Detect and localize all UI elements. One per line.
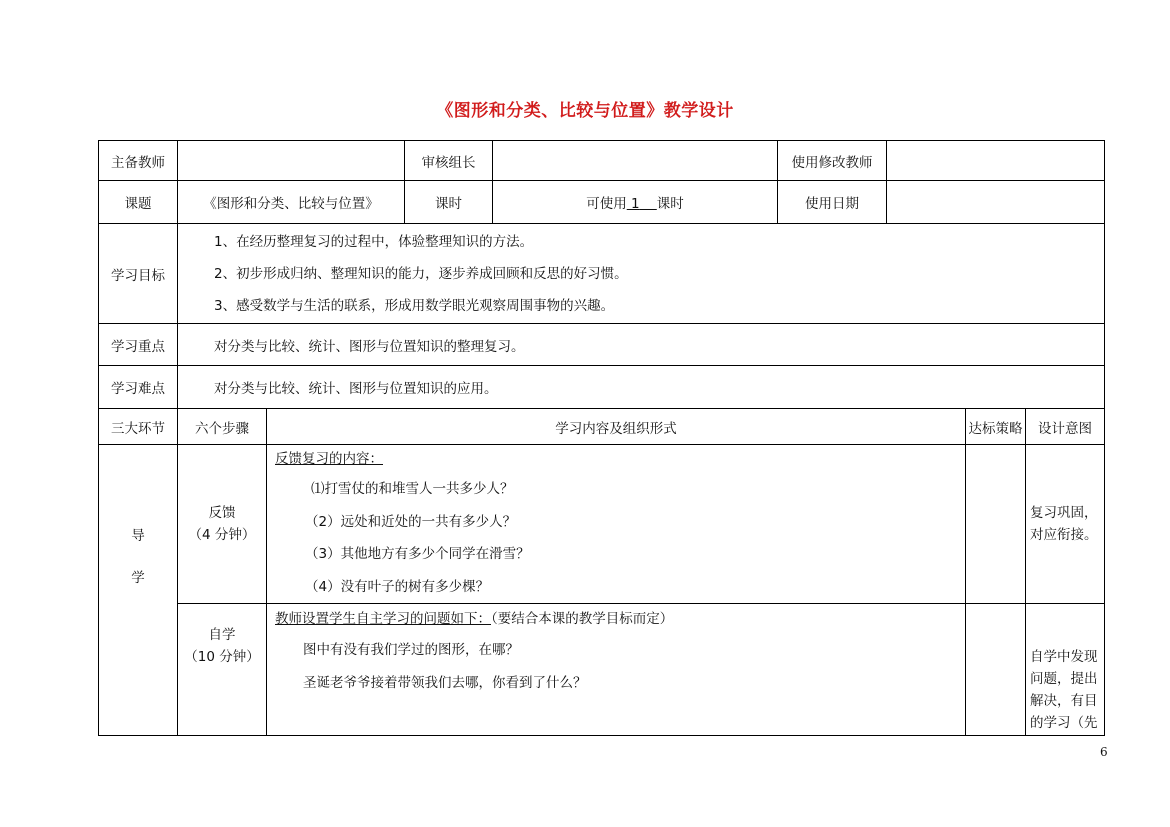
feedback-question: （2）远处和近处的一共有多少人？ <box>305 513 517 530</box>
topic-row <box>99 181 1105 224</box>
self-study-content <box>267 604 966 736</box>
col-step-header: 六个步骤 <box>178 409 267 445</box>
modifier-label: 使用修改教师 <box>778 141 887 181</box>
period-label: 课时 <box>405 181 493 224</box>
topic-label: 课题 <box>99 181 178 224</box>
col-intent-header: 设计意图 <box>1026 409 1105 445</box>
key-points-text: 对分类与比较、统计、图形与位置知识的整理复习。 <box>178 324 1105 366</box>
self-study-duration: （10 分钟） <box>184 649 260 665</box>
feedback-row <box>99 445 1105 604</box>
reviewer-value <box>493 141 778 181</box>
self-study-question: 圣诞老爷爷接着带领我们去哪，你看到了什么？ <box>303 675 587 691</box>
key-points-label: 学习重点 <box>99 324 178 366</box>
self-study-heading-note: （要结合本课的教学目标而定） <box>491 611 674 627</box>
self-study-row <box>99 604 1105 736</box>
key-points-row <box>99 324 1105 366</box>
period-prefix: 可使用 <box>586 196 627 212</box>
feedback-content <box>267 445 966 604</box>
goal-item: 1、在经历整理复习的过程中，体验整理知识的方法。 <box>214 233 534 250</box>
document-title: 《图形和分类、比较与位置》教学设计 <box>436 101 734 121</box>
feedback-step-name: 反馈 <box>208 505 236 521</box>
period-value <box>493 181 778 224</box>
feedback-heading: 反馈复习的内容： <box>275 451 383 467</box>
self-study-intent: 自学中发现问题，提出解决，有目的学习（先 <box>1026 604 1105 736</box>
stage-char: 导 <box>131 528 145 544</box>
page-number: 6 <box>1100 745 1108 759</box>
feedback-step <box>178 445 267 604</box>
topic-value: 《图形和分类、比较与位置》 <box>178 181 405 224</box>
lesson-plan-table <box>98 140 1105 736</box>
stage-cell <box>99 445 178 736</box>
self-study-heading: 教师设置学生自主学习的问题如下： <box>275 611 491 627</box>
self-study-step-name: 自学 <box>208 627 236 643</box>
difficulties-text: 对分类与比较、统计、图形与位置知识的应用。 <box>178 366 1105 409</box>
reviewer-label: 审核组长 <box>405 141 493 181</box>
feedback-question: （4）没有叶子的树有多少棵？ <box>305 578 490 595</box>
header-row <box>99 141 1105 181</box>
feedback-question: （3）其他地方有多少个同学在滑雪？ <box>305 546 530 562</box>
stage-char: 学 <box>131 570 145 586</box>
modifier-value <box>887 141 1105 181</box>
lead-teacher-value <box>178 141 405 181</box>
goals-list <box>178 224 1105 324</box>
self-study-strategy <box>966 604 1026 736</box>
feedback-intent: 复习巩固，对应衔接。 <box>1026 445 1105 604</box>
date-label: 使用日期 <box>778 181 887 224</box>
date-value <box>887 181 1105 224</box>
period-count: 1 <box>631 196 640 212</box>
column-header-row <box>99 409 1105 445</box>
feedback-duration: （4 分钟） <box>188 527 256 543</box>
self-study-step <box>178 604 267 736</box>
col-content-header: 学习内容及组织形式 <box>267 409 966 445</box>
goal-item: 2、初步形成归纳、整理知识的能力，逐步养成回顾和反思的好习惯。 <box>214 265 628 282</box>
difficulties-label: 学习难点 <box>99 366 178 409</box>
goals-label: 学习目标 <box>99 224 178 324</box>
period-suffix: 课时 <box>656 196 684 212</box>
feedback-strategy <box>966 445 1026 604</box>
goal-item: 3、感受数学与生活的联系，形成用数学眼光观察周围事物的兴趣。 <box>214 297 615 314</box>
col-strategy-header: 达标策略 <box>966 409 1026 445</box>
feedback-question: ⑴打雪仗的和堆雪人一共多少人？ <box>311 481 514 497</box>
lead-teacher-label: 主备教师 <box>99 141 178 181</box>
goals-row <box>99 224 1105 324</box>
self-study-question: 图中有没有我们学过的图形，在哪？ <box>303 642 519 658</box>
col-stage-header: 三大环节 <box>99 409 178 445</box>
difficulties-row <box>99 366 1105 409</box>
